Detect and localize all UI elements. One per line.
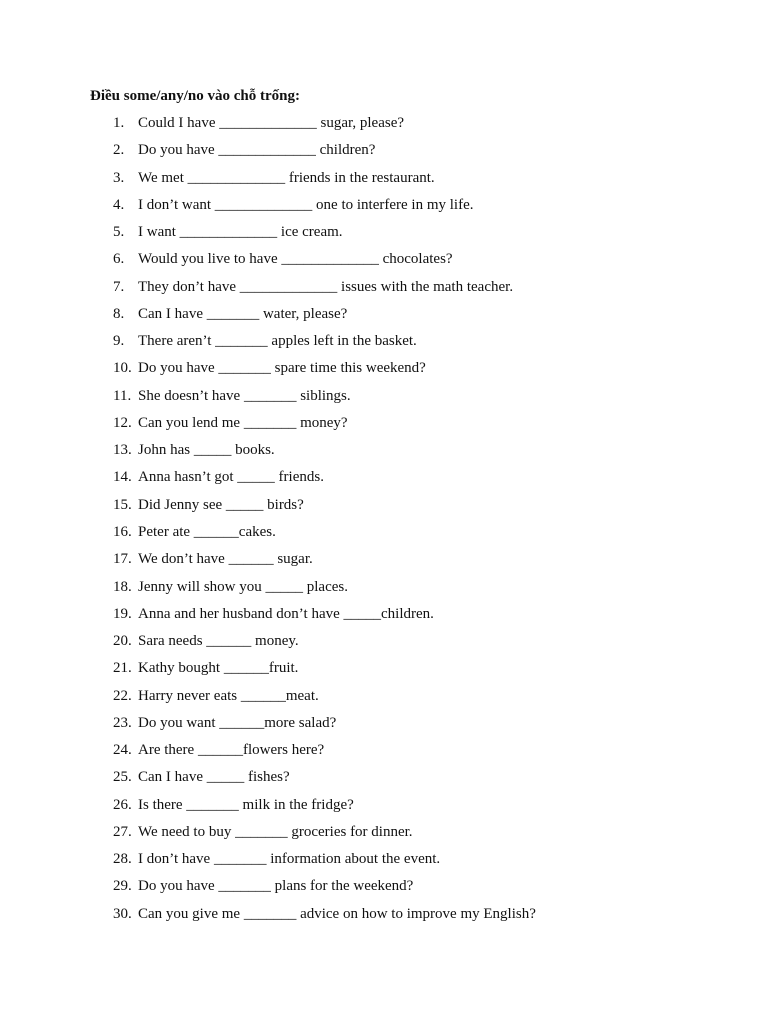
question-number: 15. bbox=[113, 496, 132, 513]
question-text: Can I have _____ fishes? bbox=[138, 769, 290, 786]
question-text: Anna and her husband don’t have _____children. bbox=[138, 605, 434, 622]
question-text: Anna hasn’t got _____ friends. bbox=[138, 469, 324, 486]
question-number: 3. bbox=[113, 169, 125, 186]
question-text: Do you want ______more salad? bbox=[138, 714, 337, 731]
question-number: 28. bbox=[113, 851, 132, 868]
question-item bbox=[0, 903, 768, 930]
question-text: I don’t have _______ information about the event. bbox=[138, 851, 441, 868]
question-text: I want _____________ ice cream. bbox=[138, 224, 343, 241]
question-item bbox=[0, 385, 768, 412]
question-number: 9. bbox=[113, 333, 125, 350]
question-text: Can I have _______ water, please? bbox=[138, 305, 348, 322]
question-number: 23. bbox=[113, 714, 132, 731]
question-number: 14. bbox=[113, 469, 132, 486]
question-number: 10. bbox=[113, 360, 132, 377]
question-number: 21. bbox=[113, 660, 132, 677]
question-text: Can you lend me _______ money? bbox=[138, 414, 348, 431]
question-number: 19. bbox=[113, 605, 132, 622]
question-text: Do you have _______ spare time this weekend? bbox=[138, 360, 426, 377]
question-text: We met _____________ friends in the restaurant. bbox=[138, 169, 435, 186]
question-text: Could I have _____________ sugar, please? bbox=[138, 115, 405, 131]
question-text: We need to buy _______ groceries for dinner. bbox=[138, 823, 413, 840]
question-item bbox=[0, 576, 768, 603]
question-item bbox=[0, 766, 768, 793]
question-item bbox=[0, 303, 768, 330]
question-number: 4. bbox=[113, 196, 125, 213]
question-number: 6. bbox=[113, 251, 125, 268]
question-number: 8. bbox=[113, 305, 125, 322]
question-number: 12. bbox=[113, 414, 132, 431]
question-item bbox=[0, 330, 768, 357]
question-item bbox=[0, 276, 768, 303]
question-item bbox=[0, 466, 768, 493]
worksheet-heading: Điều some/any/no vào chỗ trống: bbox=[90, 88, 300, 104]
question-item bbox=[0, 548, 768, 575]
question-text: We don’t have ______ sugar. bbox=[138, 551, 313, 568]
question-number: 11. bbox=[113, 387, 132, 404]
question-item bbox=[0, 167, 768, 194]
question-text: I don’t want _____________ one to interfere in my life. bbox=[138, 196, 474, 213]
question-item bbox=[0, 875, 768, 902]
question-number: 5. bbox=[113, 224, 125, 241]
question-text: Are there ______flowers here? bbox=[138, 742, 325, 759]
question-text: Can you give me _______ advice on how to improve my English? bbox=[138, 905, 536, 922]
question-text: Do you have _____________ children? bbox=[138, 142, 376, 159]
question-number: 25. bbox=[113, 769, 132, 786]
question-text: They don’t have _____________ issues with the math teacher. bbox=[138, 278, 514, 295]
question-number: 7. bbox=[113, 278, 125, 295]
question-text: John has _____ books. bbox=[138, 442, 275, 459]
question-text: She doesn’t have _______ siblings. bbox=[138, 387, 351, 404]
question-text: Did Jenny see _____ birds? bbox=[138, 496, 304, 513]
question-number: 30. bbox=[113, 905, 132, 922]
question-item bbox=[0, 848, 768, 875]
question-item bbox=[0, 521, 768, 548]
question-item bbox=[0, 221, 768, 248]
question-text: Jenny will show you _____ places. bbox=[138, 578, 348, 595]
question-item bbox=[0, 657, 768, 684]
question-number: 2. bbox=[113, 142, 125, 159]
question-item bbox=[0, 357, 768, 384]
question-text: Is there _______ milk in the fridge? bbox=[138, 796, 354, 813]
question-list bbox=[0, 112, 768, 930]
question-item bbox=[0, 194, 768, 221]
question-item bbox=[0, 139, 768, 166]
question-item bbox=[0, 794, 768, 821]
question-item bbox=[0, 248, 768, 275]
question-number: 27. bbox=[113, 823, 132, 840]
question-text: Do you have _______ plans for the weekend? bbox=[138, 878, 414, 895]
question-number: 20. bbox=[113, 633, 132, 650]
question-number: 26. bbox=[113, 796, 132, 813]
question-number: 24. bbox=[113, 742, 132, 759]
question-text: Harry never eats ______meat. bbox=[138, 687, 319, 704]
question-text: There aren’t _______ apples left in the basket. bbox=[138, 333, 417, 350]
question-number: 17. bbox=[113, 551, 132, 568]
question-item bbox=[0, 412, 768, 439]
question-number: 13. bbox=[113, 442, 132, 459]
question-number: 16. bbox=[113, 523, 132, 540]
question-item bbox=[0, 739, 768, 766]
question-text: Would you live to have _____________ chocolates? bbox=[138, 251, 453, 268]
question-item bbox=[0, 821, 768, 848]
question-item bbox=[0, 439, 768, 466]
question-number: 18. bbox=[113, 578, 132, 595]
question-item bbox=[0, 603, 768, 630]
question-item bbox=[0, 630, 768, 657]
question-number: 1. bbox=[113, 115, 125, 131]
question-item bbox=[0, 494, 768, 521]
question-number: 29. bbox=[113, 878, 132, 895]
question-item bbox=[0, 712, 768, 739]
question-item bbox=[0, 685, 768, 712]
question-item bbox=[0, 112, 768, 139]
question-text: Kathy bought ______fruit. bbox=[138, 660, 299, 677]
question-number: 22. bbox=[113, 687, 132, 704]
question-text: Peter ate ______cakes. bbox=[138, 523, 276, 540]
question-text: Sara needs ______ money. bbox=[138, 633, 299, 650]
